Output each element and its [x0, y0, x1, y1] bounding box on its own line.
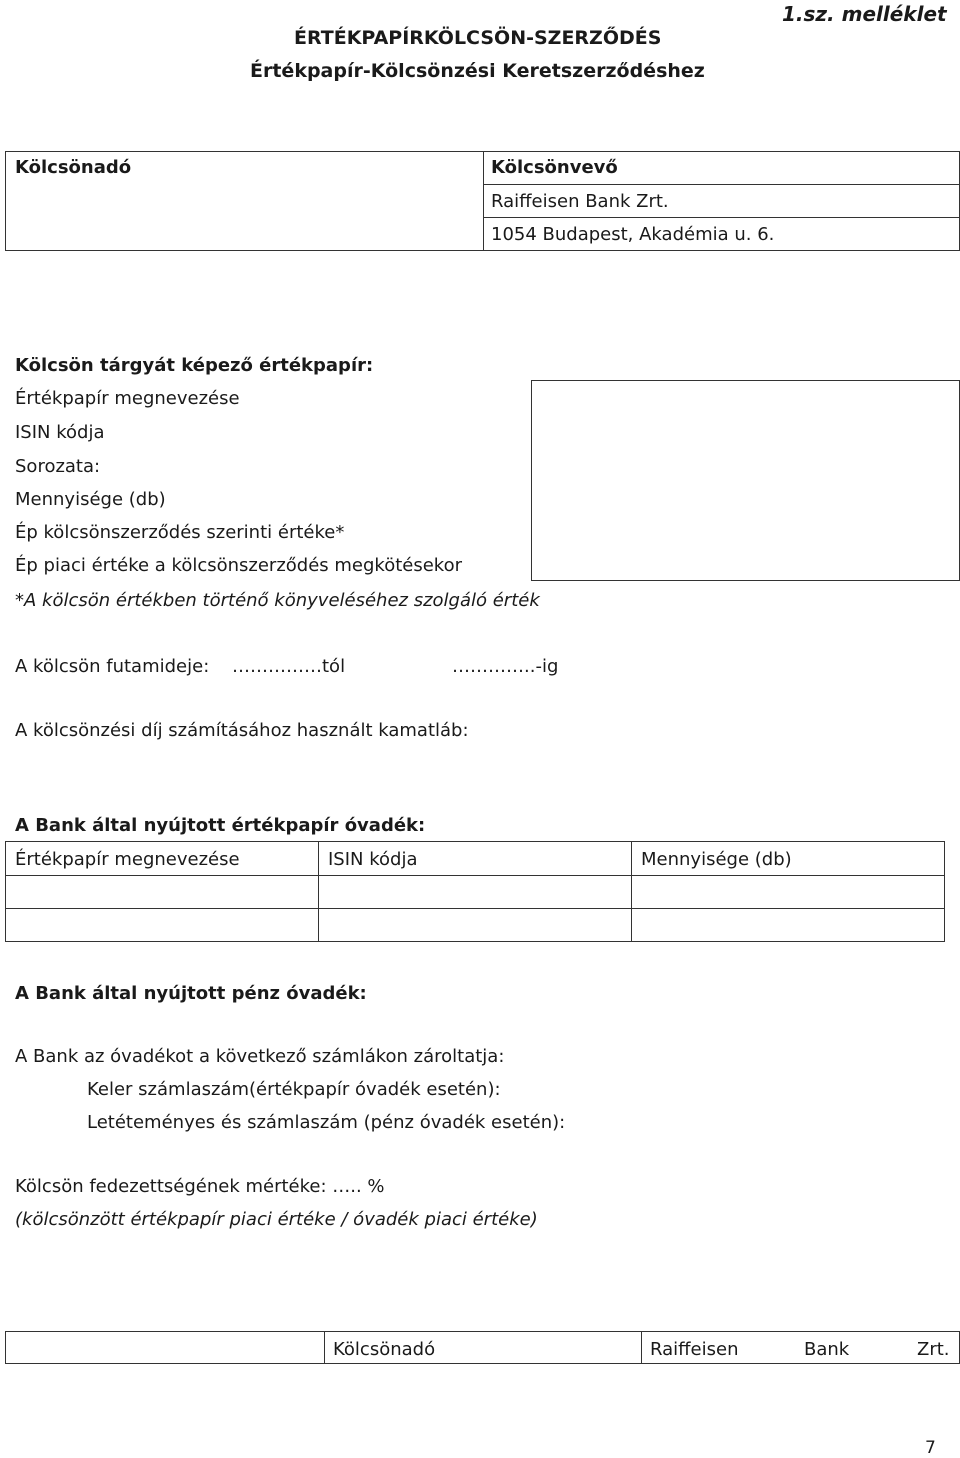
- document-subtitle: Értékpapír-Kölcsönzési Keretszerződéshez: [250, 60, 705, 82]
- signature-bank-word-3: Zrt.: [917, 1339, 950, 1360]
- security-row-name: Értékpapír megnevezése: [15, 388, 240, 409]
- document-title: ÉRTÉKPAPÍRKÖLCSÖN-SZERZŐDÉS: [294, 27, 662, 49]
- securities-collateral-heading: A Bank által nyújtott értékpapír óvadék:: [15, 815, 426, 836]
- security-row-market-value: Ép piaci értéke a kölcsönszerződés megkötésekor: [15, 555, 462, 576]
- term-label: A kölcsön futamideje:: [15, 656, 210, 677]
- coverage-formula: (kölcsönzött értékpapír piaci értéke / óvadék piaci értéke): [15, 1209, 538, 1230]
- lender-label: Kölcsönadó: [15, 157, 132, 178]
- term-from: ……………tól: [232, 656, 346, 677]
- column-security-name: Értékpapír megnevezése: [15, 849, 240, 870]
- column-isin: ISIN kódja: [328, 849, 418, 870]
- borrower-name: Raiffeisen Bank Zrt.: [491, 191, 669, 212]
- annex-label: 1.sz. melléklet: [782, 2, 947, 26]
- borrower-label: Kölcsönvevő: [491, 157, 618, 178]
- cash-collateral-line-1: A Bank az óvadékot a következő számlákon zároltatja:: [15, 1046, 505, 1067]
- cash-collateral-line-2: Keler számlaszám(értékpapír óvadék esetén):: [87, 1079, 501, 1100]
- cash-collateral-line-3: Letéteményes és számlaszám (pénz óvadék esetén):: [87, 1112, 566, 1133]
- security-row-isin: ISIN kódja: [15, 422, 105, 443]
- term-to: …………..-ig: [452, 656, 559, 677]
- security-heading: Kölcsön tárgyát képező értékpapír:: [15, 355, 374, 376]
- security-row-contract-value: Ép kölcsönszerződés szerinti értéke*: [15, 522, 345, 543]
- borrower-address: 1054 Budapest, Akadémia u. 6.: [491, 224, 775, 245]
- signature-bank-word-1: Raiffeisen: [650, 1339, 739, 1360]
- signature-lender: Kölcsönadó: [333, 1339, 436, 1360]
- security-row-quantity: Mennyisége (db): [15, 489, 166, 510]
- coverage-label: Kölcsön fedezettségének mértéke: ….. %: [15, 1176, 385, 1197]
- page-number: 7: [925, 1438, 936, 1458]
- security-footnote: *A kölcsön értékben történő könyveléséhez szolgáló érték: [15, 590, 540, 611]
- signature-bank-word-2: Bank: [804, 1339, 850, 1360]
- interest-rate-label: A kölcsönzési díj számításához használt kamatláb:: [15, 720, 469, 741]
- cash-collateral-heading: A Bank által nyújtott pénz óvadék:: [15, 983, 367, 1004]
- column-quantity: Mennyisége (db): [641, 849, 792, 870]
- security-row-series: Sorozata:: [15, 456, 101, 477]
